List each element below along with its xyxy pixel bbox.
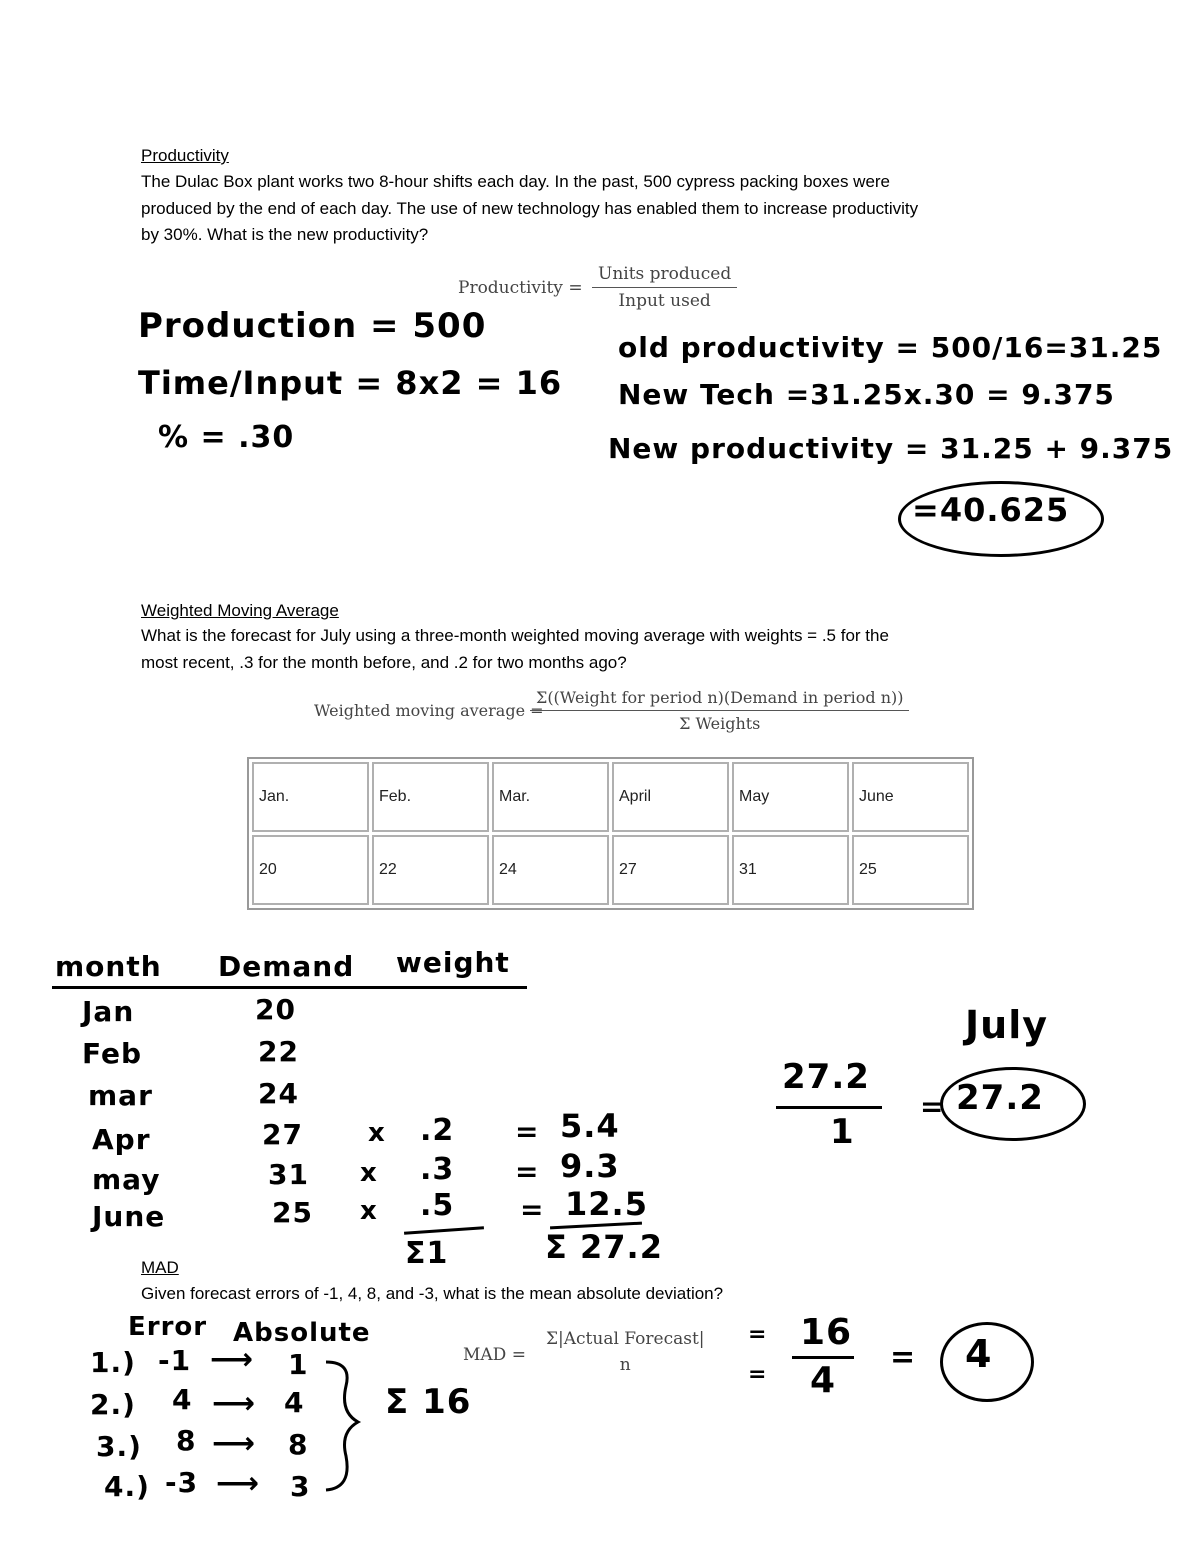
table-cell-demand: 24 bbox=[492, 835, 609, 905]
work-demand: 25 bbox=[272, 1196, 313, 1229]
sum-weights: Σ1 bbox=[405, 1236, 449, 1271]
work-product: 9.3 bbox=[560, 1147, 620, 1185]
work-demand: 24 bbox=[258, 1077, 299, 1110]
mad-row-index: 2.) bbox=[90, 1388, 136, 1421]
question-line: The Dulac Box plant works two 8-hour shifts each day. In the past, 500 cypress packing boxes were bbox=[141, 172, 891, 191]
work-times: x bbox=[360, 1158, 378, 1188]
mad-row-error: 8 bbox=[176, 1424, 197, 1457]
work-equals: = bbox=[515, 1155, 540, 1188]
question-line: What is the forecast for July using a three-month weighted moving average with weights = .5 for the bbox=[141, 626, 889, 645]
table-cell-month: April bbox=[612, 762, 729, 832]
mad-row-error: 4 bbox=[172, 1383, 193, 1416]
table-cell-month: June bbox=[852, 762, 969, 832]
work-month: Feb bbox=[82, 1037, 143, 1070]
note-time-input: Time/Input = 8x2 = 16 bbox=[138, 364, 563, 402]
fraction-denominator: 1 bbox=[830, 1112, 855, 1152]
table-cell-month: Mar. bbox=[492, 762, 609, 832]
table-cell-demand: 25 bbox=[852, 835, 969, 905]
work-header-month: month bbox=[55, 950, 162, 983]
work-month: may bbox=[92, 1163, 161, 1196]
mad-row-index: 1.) bbox=[90, 1346, 136, 1379]
mad-fraction-num: 16 bbox=[800, 1312, 853, 1353]
mad-row-index: 4.) bbox=[104, 1470, 150, 1503]
wma-heading: Weighted Moving Average bbox=[141, 601, 339, 620]
header-underline bbox=[52, 986, 527, 989]
formula-denominator: n bbox=[619, 1355, 631, 1375]
table-cell-demand: 20 bbox=[252, 835, 369, 905]
table-row bbox=[252, 835, 969, 905]
note-new-tech: New Tech =31.25x.30 = 9.375 bbox=[618, 378, 1115, 411]
table-cell-demand: 27 bbox=[612, 835, 729, 905]
arrow-icon: ⟶ bbox=[212, 1426, 257, 1461]
july-label: July bbox=[965, 1003, 1048, 1047]
note-new-productivity: New productivity = 31.25 + 9.375 bbox=[608, 432, 1174, 465]
question-line: most recent, .3 for the month before, and .2 for two months ago? bbox=[141, 652, 627, 672]
mad-row-absolute: 8 bbox=[288, 1428, 309, 1461]
july-answer: 27.2 bbox=[956, 1078, 1044, 1118]
note-production: Production = 500 bbox=[138, 306, 487, 346]
work-weight: .3 bbox=[420, 1152, 455, 1187]
mad-fraction-den: 4 bbox=[810, 1360, 837, 1401]
mad-row-absolute: 4 bbox=[284, 1386, 305, 1419]
work-demand: 20 bbox=[255, 993, 296, 1026]
wma-formula-lhs: Weighted moving average = bbox=[314, 701, 544, 720]
table-cell-month: Feb. bbox=[372, 762, 489, 832]
arrow-icon: ⟶ bbox=[216, 1466, 261, 1501]
work-times: x bbox=[368, 1118, 386, 1148]
mad-row-error: -3 bbox=[165, 1466, 199, 1499]
work-demand: 31 bbox=[268, 1158, 309, 1191]
mad-sum: Σ 16 bbox=[385, 1382, 472, 1422]
note-old-productivity: old productivity = 500/16=31.25 bbox=[618, 331, 1163, 364]
work-header-demand: Demand bbox=[218, 950, 355, 983]
mad-formula-fraction bbox=[540, 1329, 711, 1375]
work-header-weight: weight bbox=[396, 946, 510, 979]
mad-fraction-bar bbox=[792, 1356, 854, 1359]
brace-icon bbox=[318, 1356, 368, 1496]
demand-table-wrapper bbox=[247, 757, 974, 910]
arrow-icon: ⟶ bbox=[210, 1342, 255, 1377]
productivity-question bbox=[141, 169, 1101, 249]
mad-header-error: Error bbox=[128, 1312, 208, 1342]
work-times: x bbox=[360, 1196, 378, 1226]
work-month: June bbox=[92, 1200, 166, 1233]
formula-denominator: Σ Weights bbox=[679, 714, 761, 733]
mad-header-absolute: Absolute bbox=[233, 1318, 371, 1348]
weights-sum-line bbox=[404, 1226, 484, 1235]
mad-row-index: 3.) bbox=[96, 1430, 142, 1463]
table-cell-demand: 22 bbox=[372, 835, 489, 905]
formula-numerator: Units produced bbox=[592, 264, 737, 288]
demand-table bbox=[247, 757, 974, 910]
productivity-answer: =40.625 bbox=[912, 491, 1070, 529]
table-cell-month: Jan. bbox=[252, 762, 369, 832]
fraction-numerator: 27.2 bbox=[782, 1057, 870, 1097]
formula-denominator: Input used bbox=[618, 291, 711, 311]
mad-eq1: = bbox=[748, 1322, 768, 1347]
wma-formula-fraction bbox=[530, 688, 909, 733]
arrow-icon: ⟶ bbox=[212, 1386, 257, 1421]
table-cell-month: May bbox=[732, 762, 849, 832]
mad-eq2: = bbox=[748, 1362, 768, 1387]
mad-row-absolute: 3 bbox=[290, 1470, 311, 1503]
table-cell-demand: 31 bbox=[732, 835, 849, 905]
fraction-bar bbox=[776, 1106, 882, 1109]
note-percent: % = .30 bbox=[158, 420, 295, 455]
work-demand: 22 bbox=[258, 1035, 299, 1068]
mad-question: Given forecast errors of -1, 4, 8, and -3, what is the mean absolute deviation? bbox=[141, 1284, 724, 1303]
mad-row-error: -1 bbox=[158, 1344, 192, 1377]
work-weight: .5 bbox=[420, 1188, 455, 1223]
work-equals: = bbox=[515, 1115, 540, 1148]
question-line: produced by the end of each day. The use of new technology has enabled them to increase productivity bbox=[141, 198, 919, 218]
work-demand: 27 bbox=[262, 1118, 303, 1151]
work-product: 12.5 bbox=[565, 1185, 648, 1223]
question-line: by 30%. What is the new productivity? bbox=[141, 225, 429, 244]
july-equals: = bbox=[920, 1090, 945, 1123]
formula-numerator: Σ|Actual Forecast| bbox=[546, 1329, 705, 1349]
sum-products: Σ 27.2 bbox=[545, 1228, 663, 1266]
formula-numerator: Σ((Weight for period n)(Demand in period n)) bbox=[530, 688, 909, 711]
productivity-heading: Productivity bbox=[141, 146, 229, 165]
work-month: Jan bbox=[82, 995, 135, 1028]
wma-question bbox=[141, 623, 1101, 676]
work-month: Apr bbox=[92, 1123, 151, 1156]
mad-heading: MAD bbox=[141, 1258, 179, 1277]
mad-answer: 4 bbox=[965, 1332, 993, 1376]
work-month: mar bbox=[88, 1079, 153, 1112]
mad-formula-lhs: MAD = bbox=[463, 1345, 526, 1365]
work-equals: = bbox=[520, 1193, 545, 1226]
mad-row-absolute: 1 bbox=[288, 1348, 309, 1381]
table-row bbox=[252, 762, 969, 832]
work-product: 5.4 bbox=[560, 1107, 620, 1145]
work-weight: .2 bbox=[420, 1113, 455, 1148]
productivity-formula-fraction bbox=[592, 264, 737, 311]
productivity-formula-lhs: Productivity = bbox=[458, 278, 583, 298]
mad-eq3: = bbox=[890, 1340, 917, 1375]
